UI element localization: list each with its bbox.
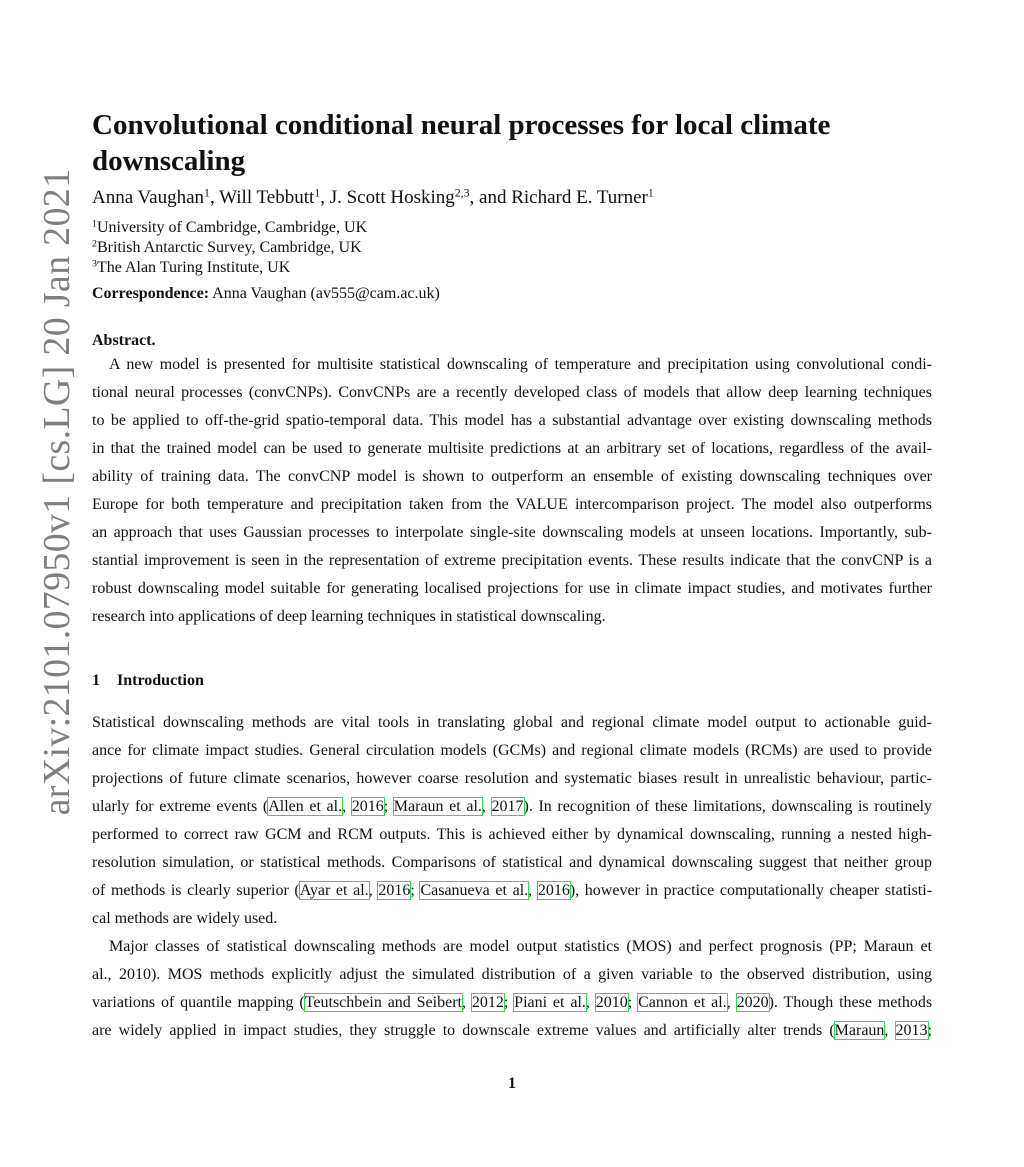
citation-link[interactable]: Casanueva et al. bbox=[420, 882, 529, 899]
abstract-heading: Abstract. bbox=[92, 332, 156, 349]
text-run: variations of quantile mapping ( bbox=[92, 994, 305, 1011]
abstract-line: ability of training data. The convCNP model is shown to outperform an ensemble of existing downscaling techniques over bbox=[92, 468, 932, 485]
citation-link[interactable]: Maraun bbox=[834, 1022, 885, 1039]
citation-link[interactable]: Ayar et al. bbox=[299, 882, 369, 899]
affiliation-mark: 2 bbox=[92, 238, 97, 250]
correspondence bbox=[92, 284, 440, 304]
author-affiliation-mark: 1 bbox=[204, 186, 210, 200]
citation-year-link[interactable]: 2013 bbox=[895, 1022, 928, 1039]
author-affiliation-mark: 1 bbox=[647, 186, 654, 200]
author-name: J. Scott Hosking bbox=[329, 187, 455, 208]
page-number: 1 bbox=[508, 1075, 516, 1092]
affiliation-text: British Antarctic Survey, Cambridge, UK bbox=[96, 239, 362, 256]
paragraph-line: ance for climate impact studies. General circulation models (GCMs) and regional climate models (RCMs) are used to provide bbox=[92, 742, 932, 759]
citation-year-link[interactable]: 2016 bbox=[351, 798, 384, 815]
citation-year-link[interactable]: 2010 bbox=[595, 994, 628, 1011]
paragraph-line: variations of quantile mapping (Teutschbein and Seibert, 2012; Piani et al., 2010; Cannon et al., 2020). Though these methods bbox=[92, 994, 933, 1011]
affiliation-line bbox=[92, 238, 362, 258]
citation-link[interactable]: Allen et al. bbox=[268, 798, 343, 815]
abstract-line: in that the trained model can be used to generate multisite predictions at an arbitrary set of locations, regardless of the avail- bbox=[92, 440, 932, 457]
abstract-line: research into applications of deep learning techniques in statistical downscaling. bbox=[92, 608, 606, 625]
text-run: of methods is clearly superior ( bbox=[92, 882, 300, 899]
author-list: Anna Vaughan$^1$, Will Tebbutt$^1$, J. Scott Hosking$^{2,3}$, and Richard E. Turner$^1$ bbox=[92, 186, 654, 208]
affiliation-mark: 3 bbox=[92, 258, 97, 270]
author-name: Richard E. Turner bbox=[511, 187, 648, 208]
affiliation-mark: 1 bbox=[92, 218, 97, 230]
correspondence-label: Correspondence: bbox=[92, 285, 210, 302]
text-run: ularly for extreme events ( bbox=[92, 798, 269, 815]
text-run: ). In recognition of these limitations, downscaling is routinely bbox=[523, 798, 933, 815]
citation-year-link[interactable]: 2020 bbox=[736, 994, 769, 1011]
affiliation-text: The Alan Turing Institute, UK bbox=[96, 259, 291, 276]
citation-link[interactable]: Maraun et al. bbox=[393, 798, 482, 815]
arxiv-identifier-stamp: arXiv:2101.07950v1 [cs.LG] 20 Jan 2021 bbox=[36, 168, 78, 816]
author-affiliation-mark: 1 bbox=[314, 186, 321, 200]
abstract-line: to be applied to off-the-grid spatio-temporal data. This model has a substantial advantage over existing downscaling methods bbox=[92, 412, 932, 429]
abstract-line: robust downscaling model suitable for generating localised projections for use in climate impact studies, and motivates further bbox=[92, 580, 932, 597]
affiliation-text: University of Cambridge, Cambridge, UK bbox=[96, 219, 368, 236]
paragraph-line: al., 2010). MOS methods explicitly adjust the simulated distribution of a given variable to the observed distribution, using bbox=[92, 966, 932, 983]
text-run: ), however in practice computationally cheaper statisti- bbox=[569, 882, 933, 899]
citation-year-link[interactable]: 2012 bbox=[471, 994, 504, 1011]
section-number: 1 bbox=[92, 672, 100, 689]
paragraph-line: performed to correct raw GCM and RCM outputs. This is achieved either by dynamical downscaling, running a nested high- bbox=[92, 826, 932, 843]
author-affiliation-mark: 2,3 bbox=[454, 186, 470, 200]
section-heading-introduction bbox=[92, 672, 204, 690]
paragraph-line: are widely applied in impact studies, they struggle to downscale extreme values and artificially alter trends (Maraun, 2013; bbox=[92, 1022, 932, 1039]
abstract-body bbox=[92, 356, 932, 636]
author-name: Anna Vaughan bbox=[92, 187, 205, 208]
abstract-line: A new model is presented for multisite statistical downscaling of temperature and precipitation using convolutional condi- bbox=[109, 356, 932, 373]
paragraph-line: resolution simulation, or statistical methods. Comparisons of statistical and dynamical downscaling suggest that neither group bbox=[92, 854, 932, 871]
citation-link[interactable]: Teutschbein and Seibert bbox=[304, 994, 462, 1011]
paragraph-line: of methods is clearly superior (Ayar et al., 2016; Casanueva et al., 2016), however in practice computationally cheaper statisti- bbox=[92, 882, 933, 899]
affiliation-line bbox=[92, 258, 290, 278]
paper-title: Convolutional conditional neural processes for local climate downscaling bbox=[92, 109, 831, 177]
citation-year-link[interactable]: 2016 bbox=[378, 882, 411, 899]
intro-paragraph-2 bbox=[92, 938, 932, 1050]
citation-year-link[interactable]: 2017 bbox=[491, 798, 524, 815]
text-run: are widely applied in impact studies, they struggle to downscale extreme values and artificially alter trends ( bbox=[92, 1022, 835, 1039]
section-title: Introduction bbox=[117, 672, 204, 689]
paragraph-line: projections of future climate scenarios, however coarse resolution and systematic biases result in unrealistic behaviour, partic- bbox=[92, 770, 932, 787]
abstract-line: an approach that uses Gaussian processes to interpolate single-site downscaling models at unseen locations. Importantly, sub- bbox=[92, 524, 932, 541]
citation-link[interactable]: Cannon et al. bbox=[638, 994, 727, 1011]
correspondence-text: Anna Vaughan (av555@cam.ac.uk) bbox=[212, 285, 440, 302]
citation-year-link[interactable]: 2016 bbox=[537, 882, 570, 899]
paragraph-line: ularly for extreme events (Allen et al., 2016; Maraun et al., 2017). In recognition of these limitations, downscaling is routinely bbox=[92, 798, 933, 815]
abstract-line: Europe for both temperature and precipitation taken from the VALUE intercomparison project. The model also outperforms bbox=[92, 496, 932, 513]
intro-paragraph-1 bbox=[92, 714, 932, 938]
text-run: ). Though these methods bbox=[768, 994, 933, 1011]
abstract-line: tional neural processes (convCNPs). ConvCNPs are a recently developed class of models that allow deep learning techniques bbox=[92, 384, 932, 401]
paragraph-line: cal methods are widely used. bbox=[92, 910, 278, 927]
affiliation-line bbox=[92, 218, 367, 238]
author-name: Will Tebbutt bbox=[219, 187, 315, 208]
paragraph-line: Statistical downscaling methods are vital tools in translating global and regional climate model output to actionable guid- bbox=[92, 714, 932, 731]
citation-link[interactable]: Piani et al. bbox=[514, 994, 586, 1011]
abstract-line: stantial improvement is seen in the representation of extreme precipitation events. These results indicate that the convCNP is a bbox=[92, 552, 932, 569]
paragraph-line: Major classes of statistical downscaling methods are model output statistics (MOS) and perfect prognosis (PP; Maraun et bbox=[109, 938, 932, 955]
